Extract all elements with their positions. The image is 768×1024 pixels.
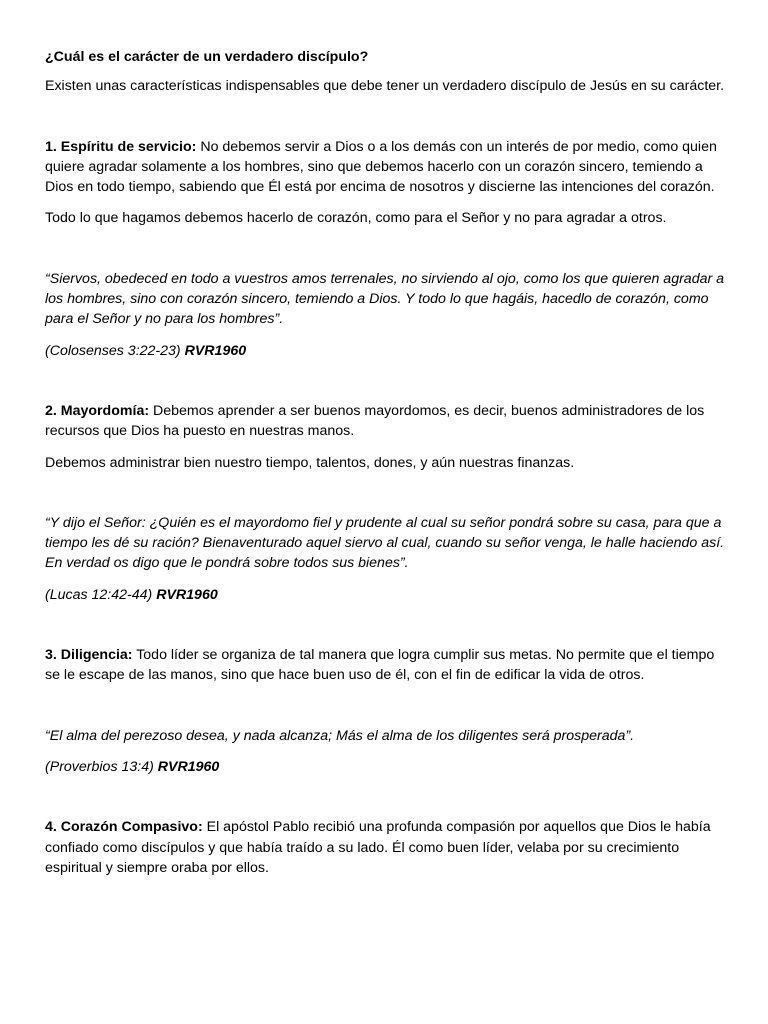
- section-1-heading: 1. Espíritu de servicio:: [45, 138, 197, 155]
- section-3-quote: “El alma del perezoso desea, y nada alcanza; Más el alma de los diligentes será prosperada”.: [45, 727, 635, 744]
- section-3-ref-text: (Proverbios 13:4): [45, 758, 158, 775]
- section-3-version: RVR1960: [157, 758, 220, 775]
- intro-paragraph: Existen unas características indispensables que debe tener un verdadero discípulo de Jesús en su carácter.: [45, 78, 725, 95]
- section-1-paragraph: [45, 137, 727, 198]
- document-page: [45, 47, 727, 889]
- section-3-heading: 3. Diligencia:: [45, 647, 133, 664]
- section-2-paragraph: [45, 401, 727, 442]
- section-2-version: RVR1960: [156, 586, 218, 603]
- section-3-paragraph: [45, 645, 727, 686]
- section-2-quote: “Y dijo el Señor: ¿Quién es el mayordomo fiel y prudente al cual su señor pondrá sobre su casa, para que a tiempo les dé su ración? Bienaventurado aquel siervo al cual, cuando su señor venga, le halle haciendo así. En verdad os digo que le pondrá sobre todos sus bienes”.: [45, 514, 725, 572]
- section-1-version: RVR1960: [184, 342, 247, 359]
- section-2-heading: 2. Mayordomía:: [45, 402, 150, 419]
- section-1-quote: “Siervos, obedeced en todo a vuestros amos terrenales, no sirviendo al ojo, como los que quieren agradar a los hombres, sino con corazón sincero, temiendo a Dios. Y todo lo que hagáis, hacedlo de corazón, como para el Señor y no para los hombres”.: [45, 270, 725, 328]
- section-4-heading: 4. Corazón Compasivo:: [45, 819, 203, 836]
- page-title: ¿Cuál es el carácter de un verdadero discípulo?: [45, 49, 369, 65]
- section-2-body: Debemos aprender a ser buenos mayordomos, es decir, buenos administradores de los recursos que Dios ha puesto en nuestras manos.: [45, 402, 705, 440]
- section-4-paragraph: [45, 817, 727, 878]
- section-2-ref-text: (Lucas 12:42-44): [45, 586, 157, 603]
- section-4-body: El apóstol Pablo recibió una profunda compasión por aquellos que Dios le había confiado como discípulos y que había traído a su lado. Él como buen líder, velaba por su crecimiento espiritual y siempre oraba por ellos.: [45, 819, 711, 876]
- section-3-reference: [45, 757, 727, 777]
- section-2-reference: [45, 585, 727, 605]
- section-3-body: Todo líder se organiza de tal manera que logra cumplir sus metas. No permite que el tiempo se le escape de las manos, sino que hace buen uso de él, con el fin de edificar la vida de otros.: [45, 647, 715, 684]
- section-1-extra: Todo lo que hagamos debemos hacerlo de corazón, como para el Señor y no para agradar a otros.: [45, 210, 667, 227]
- section-1-body: No debemos servir a Dios o a los demás con un interés de por medio, como quien quiere agradar solamente a los hombres, sino que debemos hacerlo con un corazón sincero, temiendo a Dios en todo tiempo, sabiendo que Él está por encima de nosotros y discierne las intenciones del corazón.: [45, 138, 717, 196]
- section-1-ref-text: (Colosenses 3:22-23): [45, 342, 185, 359]
- section-1-reference: [45, 341, 727, 361]
- section-2-extra: Debemos administrar bien nuestro tiempo, talentos, dones, y aún nuestras finanzas.: [45, 454, 575, 471]
